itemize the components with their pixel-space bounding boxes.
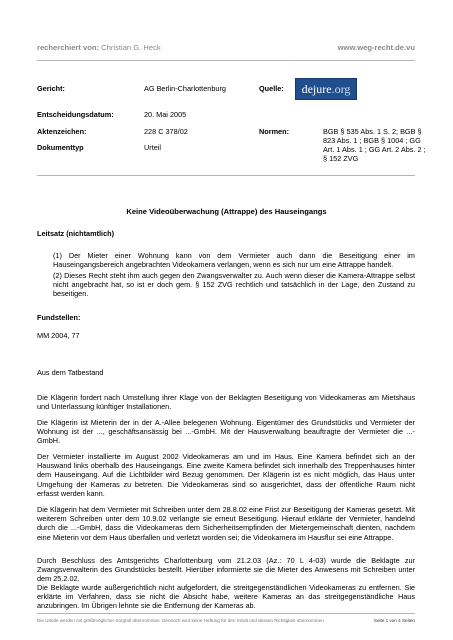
norms-line: § 152 ZVG [323, 154, 359, 163]
page-number: Seite 1 von 4 Seiten [373, 618, 415, 623]
date-value: 20. Mai 2005 [144, 110, 187, 119]
leitsatz-item: (2) Dieses Recht steht ihm auch gegen den Zwangsverwalter zu. Auch wenn dieser die Kamera-Attrappe selbst nicht angebracht hat, so ist er doch gem. § 152 ZVG rechtlich und tatsächlich in der Lage, den Zustand zu beseitigen. [53, 271, 415, 299]
case-number-label: Aktenzeichen: [37, 127, 87, 136]
tatbestand-paragraph: Die Klägerin hat dem Vermieter mit Schreiben unter dem 28.8.02 eine Frist zur Beseitigung der Kameras gesetzt. Mit weiterem Schreiben unter dem 10.9.02 verlangte sie erneut Beseitigung. Hierauf erklärte der Vermieter, handelnd durch die ...-GmbH, dass die Videokameras dem Sicherheitsempfinden der Mietergemeinschaft dienten, nachdem eine Mieterin vor dem Haus überfallen und verletzt worden sei; die Videokamera im Hausflur sei eine Attrappe. [37, 505, 415, 542]
norms-line: 823 Abs. 1 ; BGB § 1004 ; GG [323, 136, 421, 145]
decision-title: Keine Videoüberwachung (Attrappe) des Hauseingangs [126, 207, 327, 216]
fundstellen-value: MM 2004, 77 [37, 331, 80, 340]
footer-rule [37, 613, 415, 614]
header-rule [37, 60, 415, 61]
court-value: AG Berlin-Charlottenburg [144, 84, 226, 93]
doctype-label: Dokumenttyp [37, 143, 84, 152]
source-label: Quelle: [259, 84, 284, 93]
site-url[interactable]: www.weg-recht.de.vu [337, 43, 415, 52]
disclaimer: Die Urteile werden mit größtmöglicher Sorgfalt übernommen. Dennoch wird keine Haftung für den Inhalt und dessen Richtigkeit übernommen [37, 618, 324, 623]
tatbestand-paragraph: Die Klägerin fordert nach Umstellung ihrer Klage von der Beklagten Beseitigung von Videokameras am Mietshaus und Unterlassung künftiger Installationen. [37, 393, 415, 412]
page-header [37, 43, 415, 55]
fundstellen-heading: Fundstellen: [37, 313, 81, 322]
leitsatz-item: (1) Der Mieter einer Wohnung kann von dem Vermieter auch dann die Beseitigung einer im Hauseingangsbereich angebrachten Videokamera verlangen, wenn es sich nur um eine Attrappe handelt. [53, 251, 415, 270]
tatbestand-paragraph: Der Vermieter installierte im August 2002 Videokameras am und im Haus. Eine Kamera befindet sich an der Hauswand links oberhalb des Hauseingangs. Eine zweite Kamera befindet sich innerhalb des Treppenhauses hinter dem Hauseingang. Auf die Lichtbilder wird Bezug genommen. Der Klägerin ist es nicht möglich, das Haus unter Umgehung der Kameras zu betreten. Die Videokameras sind so ausgerichtet, dass der öffentliche Raum nicht erfasst werden kann. [37, 452, 415, 498]
case-number-value: 228 C 378/02 [144, 127, 188, 136]
leitsatz-heading: Leitsatz (nichtamtlich) [37, 229, 115, 238]
date-label: Entscheidungsdatum: [37, 110, 114, 119]
norms-line: BGB § 535 Abs. 1 S. 2; BGB § [323, 127, 422, 136]
court-label: Gericht: [37, 84, 65, 93]
tatbestand-paragraph: Die Beklagte wurde außergerichtlich nicht aufgefordert, die streitgegenständlichen Videokameras zu entfernen. Sie erklärte im Verfahren, dass sie nicht die Absicht habe, weitere Kameras an das streitgegenständliche Haus anzubringen. Im Übrigen lehnte sie die Entfernung der Kameras ab. [37, 583, 415, 611]
tatbestand-paragraph: Durch Beschluss des Amtsgerichts Charlottenburg vom 21.2.03 (Az.: 70 L 4-03) wurde die Beklagte zur Zwangsverwalterin des Grundstücks bestellt. Hierüber informierte sie die Mieter des Anwesens mit Schreiben unter dem 25.2.02. [37, 556, 415, 584]
tatbestand-paragraph: Die Klägerin ist Mieterin der in der A.-Allee belegenen Wohnung. Eigentümer des Grundstücks und Vermieter der Wohnung ist der ..., geschäftsansässig bei ...-GmbH. Mit der Hausverwaltung beauftragte der Vermieter die ...-GmbH. [37, 418, 415, 446]
meta-rule [37, 175, 415, 176]
researcher-name: Christian G. Heck [101, 43, 161, 52]
page-footer [37, 618, 415, 623]
norms-line: Art. 1 Abs. 1 ; GG Art. 2 Abs. 2 ; [323, 145, 426, 154]
norms-label: Normen: [259, 127, 289, 136]
tatbestand-heading: Aus dem Tatbestand [37, 368, 104, 377]
logo-main: dejure [301, 82, 332, 96]
logo-suffix: .org [331, 82, 351, 96]
researcher-label: recherchiert von: [37, 43, 100, 52]
doctype-value: Urteil [144, 143, 162, 152]
dejure-logo[interactable] [295, 78, 357, 100]
researcher-line [37, 43, 161, 52]
